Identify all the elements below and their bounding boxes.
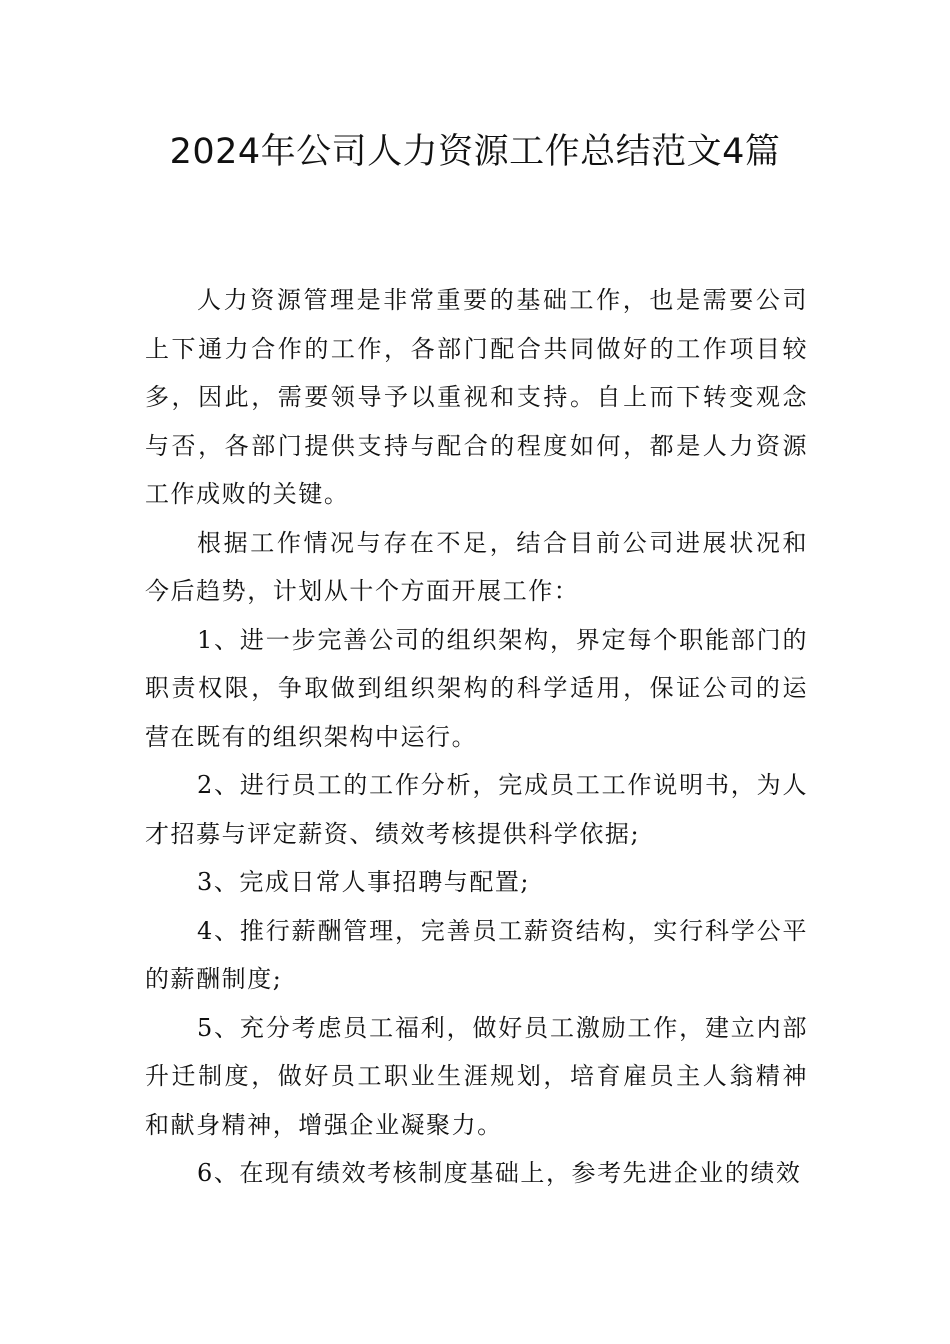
list-item-6: 6、在现有绩效考核制度基础上，参考先进企业的绩效 [197,1159,802,1187]
paragraph-plan: 根据工作情况与存在不足，结合目前公司进展状况和今后趋势，计划从十个方面开展工作： [145,528,808,605]
list-item-1: 1、进一步完善公司的组织架构，界定每个职能部门的职责权限，争取做到组织架构的科学适用，保证公司的运营在既有的组织架构中运行。 [145,625,808,751]
list-item-4: 4、推行薪酬管理，完善员工薪资结构，实行科学公平的薪酬制度; [145,916,808,993]
document-body [145,276,808,1198]
list-item-3: 3、完成日常人事招聘与配置; [197,868,531,896]
list-item-2: 2、进行员工的工作分析，完成员工工作说明书，为人才招募与评定薪资、绩效考核提供科学依据; [145,771,808,848]
paragraph-intro: 人力资源管理是非常重要的基础工作，也是需要公司上下通力合作的工作，各部门配合共同做好的工作项目较多，因此，需要领导予以重视和支持。自上而下转变观念与否，各部门提供支持与配合的程度如何，都是人力资源工作成败的关键。 [145,286,808,508]
list-item-5: 5、充分考虑员工福利，做好员工激励工作，建立内部升迁制度，做好员工职业生涯规划，培育雇员主人翁精神和献身精神，增强企业凝聚力。 [145,1013,808,1139]
document-title: 2024年公司人力资源工作总结范文4篇 [169,132,781,172]
